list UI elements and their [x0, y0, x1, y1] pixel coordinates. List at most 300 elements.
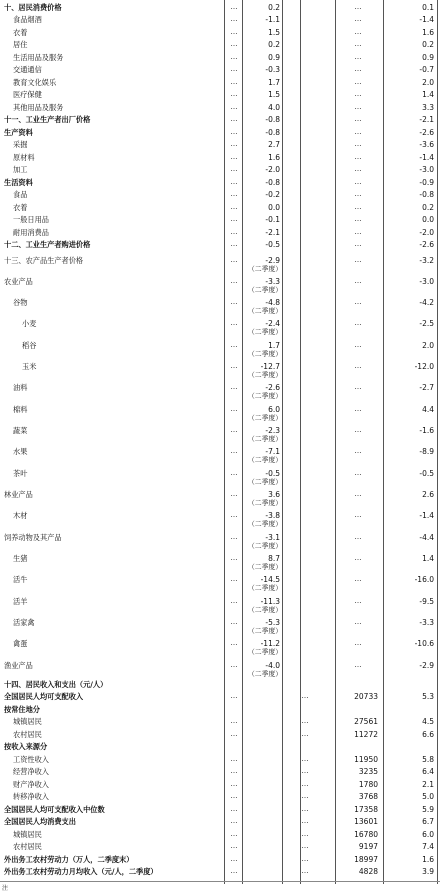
cell-value-1: -5.3	[265, 618, 280, 627]
cell-period-note: （二季度）	[248, 584, 282, 592]
cell-value-1: 0.2	[268, 40, 280, 49]
row-label: 十四、居民收入和支出（元/人）	[4, 680, 108, 689]
cell-marker-2: …	[354, 240, 362, 248]
cell-marker-2: …	[301, 842, 309, 850]
cell-marker-1: …	[230, 867, 238, 875]
cell-marker-2: …	[354, 618, 362, 626]
cell-marker-2: …	[301, 717, 309, 725]
row-label: 十一、工业生产者出厂价格	[4, 115, 91, 124]
cell-marker-1: …	[230, 341, 238, 349]
footnote: 注	[2, 885, 9, 892]
table-row	[0, 383, 440, 400]
row-label: 农业产品	[4, 277, 33, 286]
cell-marker-1: …	[230, 40, 238, 48]
cell-value-2: -0.7	[419, 65, 434, 74]
cell-marker-1: …	[230, 228, 238, 236]
bottom-rule	[0, 881, 440, 882]
cell-marker-1: …	[230, 78, 238, 86]
cell-value-1: -0.8	[265, 115, 280, 124]
cell-value-2: -3.3	[419, 618, 434, 627]
cell-marker-1: …	[230, 215, 238, 223]
cell-marker-1: …	[230, 203, 238, 211]
cell-value-1: -11.2	[260, 639, 280, 648]
cell-amount: 20733	[354, 692, 378, 701]
cell-value-2: 4.4	[422, 405, 434, 414]
cell-value-2: -4.2	[419, 298, 434, 307]
cell-marker-1: …	[230, 140, 238, 148]
row-label: 禽蛋	[13, 639, 28, 648]
cell-marker-2: …	[354, 575, 362, 583]
cell-value-2: -0.9	[419, 178, 434, 187]
cell-value-2: 5.3	[422, 692, 434, 701]
cell-value-1: -2.4	[265, 319, 280, 328]
table-row	[0, 792, 440, 805]
table-row	[0, 215, 440, 228]
cell-value-1: -2.3	[265, 426, 280, 435]
table-row	[0, 867, 440, 880]
cell-marker-1: …	[230, 639, 238, 647]
cell-marker-1: …	[230, 277, 238, 285]
row-label: 其他用品及服务	[13, 103, 64, 112]
cell-value-2: -3.0	[419, 165, 434, 174]
row-label: 生活资料	[4, 178, 33, 187]
cell-amount: 13601	[354, 817, 378, 826]
cell-period-note: （二季度）	[248, 542, 282, 550]
cell-marker-2: …	[354, 65, 362, 73]
row-label: 按常住地分	[4, 705, 40, 714]
table-row	[0, 40, 440, 53]
cell-value-1: -12.7	[260, 362, 280, 371]
cell-value-2: -10.6	[414, 639, 434, 648]
cell-period-note: （二季度）	[248, 392, 282, 400]
cell-value-2: 7.4	[422, 842, 434, 851]
cell-value-2: 1.4	[422, 554, 434, 563]
cell-marker-2: …	[301, 780, 309, 788]
cell-marker-2: …	[354, 426, 362, 434]
cell-marker-2: …	[354, 3, 362, 11]
cell-amount: 27561	[354, 717, 378, 726]
cell-value-2: -2.6	[419, 128, 434, 137]
cell-marker-1: …	[230, 730, 238, 738]
cell-value-2: -3.0	[419, 277, 434, 286]
row-label: 加工	[13, 165, 28, 174]
table-row	[0, 277, 440, 294]
cell-value-2: -9.5	[419, 597, 434, 606]
cell-marker-2: …	[354, 554, 362, 562]
row-label: 棉料	[13, 405, 28, 414]
cell-marker-1: …	[230, 805, 238, 813]
row-label: 木材	[13, 511, 28, 520]
cell-value-2: -16.0	[414, 575, 434, 584]
cell-value-2: 1.6	[422, 28, 434, 37]
cell-value-1: -0.8	[265, 128, 280, 137]
row-label: 活羊	[13, 597, 28, 606]
table-row	[0, 15, 440, 28]
cell-value-1: 8.7	[268, 554, 280, 563]
cell-value-2: 6.7	[422, 817, 434, 826]
table-row	[0, 639, 440, 656]
cell-period-note: （二季度）	[248, 265, 282, 273]
row-label: 耐用消费品	[13, 228, 49, 237]
cell-marker-2: …	[354, 215, 362, 223]
row-label: 小麦	[22, 319, 37, 328]
cell-marker-1: …	[230, 511, 238, 519]
cell-marker-2: …	[301, 792, 309, 800]
cell-value-2: -1.4	[419, 15, 434, 24]
cell-value-2: 3.3	[422, 103, 434, 112]
row-label: 十、居民消费价格	[4, 3, 62, 12]
row-label: 活牛	[13, 575, 28, 584]
cell-period-note: （二季度）	[248, 307, 282, 315]
cell-period-note: （二季度）	[248, 456, 282, 464]
cell-marker-1: …	[230, 692, 238, 700]
cell-value-2: 5.8	[422, 755, 434, 764]
cell-marker-2: …	[354, 128, 362, 136]
cell-value-1: -4.8	[265, 298, 280, 307]
cell-marker-2: …	[354, 140, 362, 148]
row-label: 全国居民人均消费支出	[4, 817, 76, 826]
cell-value-1: -2.0	[265, 165, 280, 174]
cell-amount: 11950	[354, 755, 378, 764]
cell-marker-2: …	[354, 228, 362, 236]
cell-value-1: -3.8	[265, 511, 280, 520]
row-label: 医疗保健	[13, 90, 42, 99]
cell-marker-2: …	[354, 178, 362, 186]
cell-value-2: -1.6	[419, 426, 434, 435]
cell-marker-1: …	[230, 65, 238, 73]
cell-value-1: 6.0	[268, 405, 280, 414]
cell-value-1: 4.0	[268, 103, 280, 112]
cell-marker-1: …	[230, 90, 238, 98]
cell-marker-1: …	[230, 178, 238, 186]
row-label: 水果	[13, 447, 28, 456]
cell-marker-1: …	[230, 362, 238, 370]
cell-value-1: -3.1	[265, 533, 280, 542]
cell-amount: 9197	[358, 842, 378, 851]
row-label: 食品	[13, 190, 28, 199]
cell-value-1: -2.1	[265, 228, 280, 237]
row-label: 十二、工业生产者购进价格	[4, 240, 91, 249]
cell-period-note: （二季度）	[248, 627, 282, 635]
cell-marker-1: …	[230, 755, 238, 763]
row-label: 财产净收入	[13, 780, 49, 789]
cell-marker-1: …	[230, 780, 238, 788]
cell-amount: 3768	[358, 792, 378, 801]
row-label: 外出务工农村劳动力月均收入（元/人，二季度）	[4, 867, 158, 876]
cell-value-2: -0.8	[419, 190, 434, 199]
row-label: 生活用品及服务	[13, 53, 64, 62]
cell-period-note: （二季度）	[248, 563, 282, 571]
cell-marker-2: …	[354, 165, 362, 173]
cell-value-1: 1.7	[268, 341, 280, 350]
row-label: 城镇居民	[13, 830, 42, 839]
cell-value-2: -12.0	[414, 362, 434, 371]
cell-value-2: -2.1	[419, 115, 434, 124]
cell-marker-1: …	[230, 15, 238, 23]
table-row	[0, 362, 440, 379]
cell-marker-1: …	[230, 618, 238, 626]
row-label: 全国居民人均可支配收入	[4, 692, 84, 701]
cell-marker-2: …	[354, 153, 362, 161]
row-label: 渔业产品	[4, 661, 33, 670]
cell-amount: 11272	[354, 730, 378, 739]
row-label: 按收入来源分	[4, 742, 48, 751]
cell-marker-2: …	[354, 103, 362, 111]
cell-value-1: -1.1	[265, 15, 280, 24]
table-row	[0, 692, 440, 705]
table-row	[0, 661, 440, 678]
cell-value-2: -0.5	[419, 469, 434, 478]
table-row	[0, 140, 440, 153]
table-row	[0, 319, 440, 336]
cell-marker-2: …	[354, 319, 362, 327]
row-label: 教育文化娱乐	[13, 78, 57, 87]
cell-marker-1: …	[230, 792, 238, 800]
cell-marker-1: …	[230, 426, 238, 434]
cell-marker-1: …	[230, 383, 238, 391]
cell-marker-2: …	[301, 855, 309, 863]
cell-marker-2: …	[301, 767, 309, 775]
row-label: 全国居民人均可支配收入中位数	[4, 805, 105, 814]
table-row	[0, 767, 440, 780]
row-label: 林业产品	[4, 490, 33, 499]
cell-value-1: 1.7	[268, 78, 280, 87]
cell-marker-2: …	[354, 256, 362, 264]
row-label: 玉米	[22, 362, 37, 371]
cell-marker-1: …	[230, 447, 238, 455]
row-label: 生产资料	[4, 128, 33, 137]
table-row	[0, 447, 440, 464]
cell-marker-2: …	[354, 533, 362, 541]
row-label: 城镇居民	[13, 717, 42, 726]
cell-value-2: 2.0	[422, 78, 434, 87]
cell-value-2: 0.0	[422, 215, 434, 224]
cell-value-2: -4.4	[419, 533, 434, 542]
cell-value-2: -3.6	[419, 140, 434, 149]
row-label: 经营净收入	[13, 767, 49, 776]
cell-marker-2: …	[354, 298, 362, 306]
cell-marker-1: …	[230, 767, 238, 775]
table-row	[0, 817, 440, 830]
cell-marker-2: …	[354, 362, 362, 370]
row-label: 生猪	[13, 554, 28, 563]
cell-period-note: （二季度）	[248, 606, 282, 614]
cell-value-2: 2.0	[422, 341, 434, 350]
row-label: 食品烟酒	[13, 15, 42, 24]
table-row	[0, 554, 440, 571]
cell-value-2: -3.2	[419, 256, 434, 265]
cell-marker-1: …	[230, 153, 238, 161]
table-row	[0, 341, 440, 358]
row-label: 居住	[13, 40, 28, 49]
table-row	[0, 90, 440, 103]
cell-value-2: -1.4	[419, 153, 434, 162]
cell-value-1: 1.5	[268, 28, 280, 37]
cell-marker-1: …	[230, 405, 238, 413]
cell-value-1: -4.0	[265, 661, 280, 670]
cell-value-2: 3.9	[422, 867, 434, 876]
cell-period-note: （二季度）	[248, 670, 282, 678]
table-row	[0, 469, 440, 486]
row-label: 农村居民	[13, 842, 42, 851]
cell-value-1: -0.1	[265, 215, 280, 224]
cell-period-note: （二季度）	[248, 328, 282, 336]
row-label: 茶叶	[13, 469, 28, 478]
cell-amount: 17358	[354, 805, 378, 814]
cell-marker-2: …	[354, 28, 362, 36]
cell-value-1: -3.3	[265, 277, 280, 286]
row-label: 蔬菜	[13, 426, 28, 435]
row-label: 工资性收入	[13, 755, 49, 764]
cell-amount: 4828	[358, 867, 378, 876]
cell-value-2: 1.4	[422, 90, 434, 99]
cell-marker-2: …	[354, 190, 362, 198]
cell-value-2: 0.9	[422, 53, 434, 62]
cell-marker-2: …	[301, 867, 309, 875]
cell-marker-2: …	[354, 78, 362, 86]
row-label: 衣着	[13, 28, 28, 37]
cell-period-note: （二季度）	[248, 478, 282, 486]
table-row	[0, 490, 440, 507]
row-label: 十三、农产品生产者价格	[4, 256, 84, 265]
cell-amount: 16780	[354, 830, 378, 839]
cell-value-1: -2.9	[265, 256, 280, 265]
cell-marker-1: …	[230, 830, 238, 838]
cell-marker-2: …	[301, 830, 309, 838]
table-row	[0, 190, 440, 203]
cell-period-note: （二季度）	[248, 414, 282, 422]
cell-marker-2: …	[354, 383, 362, 391]
cell-marker-1: …	[230, 28, 238, 36]
cell-value-2: 5.0	[422, 792, 434, 801]
cell-value-1: 0.2	[268, 3, 280, 12]
table-row	[0, 511, 440, 528]
cell-period-note: （二季度）	[248, 499, 282, 507]
cell-value-1: -7.1	[265, 447, 280, 456]
cell-value-1: -0.3	[265, 65, 280, 74]
cell-value-1: -0.5	[265, 469, 280, 478]
cell-value-2: -2.5	[419, 319, 434, 328]
cell-marker-2: …	[354, 115, 362, 123]
cell-marker-2: …	[354, 469, 362, 477]
cell-marker-2: …	[354, 277, 362, 285]
cell-amount: 1780	[358, 780, 378, 789]
cell-value-2: 5.9	[422, 805, 434, 814]
cell-value-2: -2.9	[419, 661, 434, 670]
table-row	[0, 597, 440, 614]
cell-marker-1: …	[230, 597, 238, 605]
cell-marker-2: …	[354, 341, 362, 349]
cell-value-2: -1.4	[419, 511, 434, 520]
cell-value-1: 0.9	[268, 53, 280, 62]
cell-value-1: -0.8	[265, 178, 280, 187]
cell-marker-1: …	[230, 128, 238, 136]
cell-marker-1: …	[230, 103, 238, 111]
cell-marker-2: …	[301, 805, 309, 813]
table-row	[0, 240, 440, 253]
cell-marker-2: …	[354, 90, 362, 98]
cell-period-note: （二季度）	[248, 435, 282, 443]
row-label: 交通通信	[13, 65, 42, 74]
cell-period-note: （二季度）	[248, 520, 282, 528]
cell-marker-1: …	[230, 855, 238, 863]
row-label: 稻谷	[22, 341, 37, 350]
cell-marker-2: …	[301, 817, 309, 825]
cell-value-2: 2.1	[422, 780, 434, 789]
cell-marker-1: …	[230, 469, 238, 477]
cell-value-1: -0.2	[265, 190, 280, 199]
cell-value-2: 0.1	[422, 3, 434, 12]
row-label: 农村居民	[13, 730, 42, 739]
row-label: 转移净收入	[13, 792, 49, 801]
cell-marker-2: …	[301, 730, 309, 738]
cell-amount: 3235	[358, 767, 378, 776]
cell-marker-1: …	[230, 53, 238, 61]
row-label: 采掘	[13, 140, 28, 149]
cell-marker-1: …	[230, 319, 238, 327]
table-row	[0, 533, 440, 550]
cell-marker-2: …	[354, 15, 362, 23]
cell-period-note: （二季度）	[248, 371, 282, 379]
cell-value-1: -14.5	[260, 575, 280, 584]
row-label: 衣着	[13, 203, 28, 212]
cell-marker-1: …	[230, 298, 238, 306]
cell-marker-1: …	[230, 190, 238, 198]
cell-marker-2: …	[354, 405, 362, 413]
cell-value-1: 1.5	[268, 90, 280, 99]
cell-value-1: 0.0	[268, 203, 280, 212]
cell-marker-2: …	[301, 692, 309, 700]
cell-value-1: -0.5	[265, 240, 280, 249]
row-label: 谷物	[13, 298, 28, 307]
cell-period-note: （二季度）	[248, 350, 282, 358]
cell-amount: 18997	[354, 855, 378, 864]
table-row	[0, 165, 440, 178]
cell-value-2: -2.0	[419, 228, 434, 237]
cell-marker-2: …	[354, 639, 362, 647]
table-row	[0, 618, 440, 635]
cell-value-2: 6.0	[422, 830, 434, 839]
table-row	[0, 298, 440, 315]
row-label: 油料	[13, 383, 28, 392]
cell-marker-1: …	[230, 817, 238, 825]
table-row	[0, 256, 440, 273]
cell-value-2: 6.6	[422, 730, 434, 739]
cell-value-2: -2.6	[419, 240, 434, 249]
row-label: 活家禽	[13, 618, 35, 627]
row-label: 原材料	[13, 153, 35, 162]
cell-marker-2: …	[354, 447, 362, 455]
cell-value-2: -2.7	[419, 383, 434, 392]
cell-marker-1: …	[230, 842, 238, 850]
cell-marker-1: …	[230, 533, 238, 541]
cell-marker-1: …	[230, 3, 238, 11]
table-row	[0, 405, 440, 422]
cell-period-note: （二季度）	[248, 648, 282, 656]
cell-value-2: 6.4	[422, 767, 434, 776]
cell-value-2: 0.2	[422, 203, 434, 212]
cell-marker-2: …	[354, 661, 362, 669]
cell-marker-2: …	[301, 755, 309, 763]
table-row	[0, 426, 440, 443]
cell-value-1: 3.6	[268, 490, 280, 499]
cell-value-2: 2.6	[422, 490, 434, 499]
cell-value-1: 2.7	[268, 140, 280, 149]
cell-marker-1: …	[230, 115, 238, 123]
table-row	[0, 717, 440, 730]
table-row	[0, 842, 440, 855]
cell-value-1: 1.6	[268, 153, 280, 162]
